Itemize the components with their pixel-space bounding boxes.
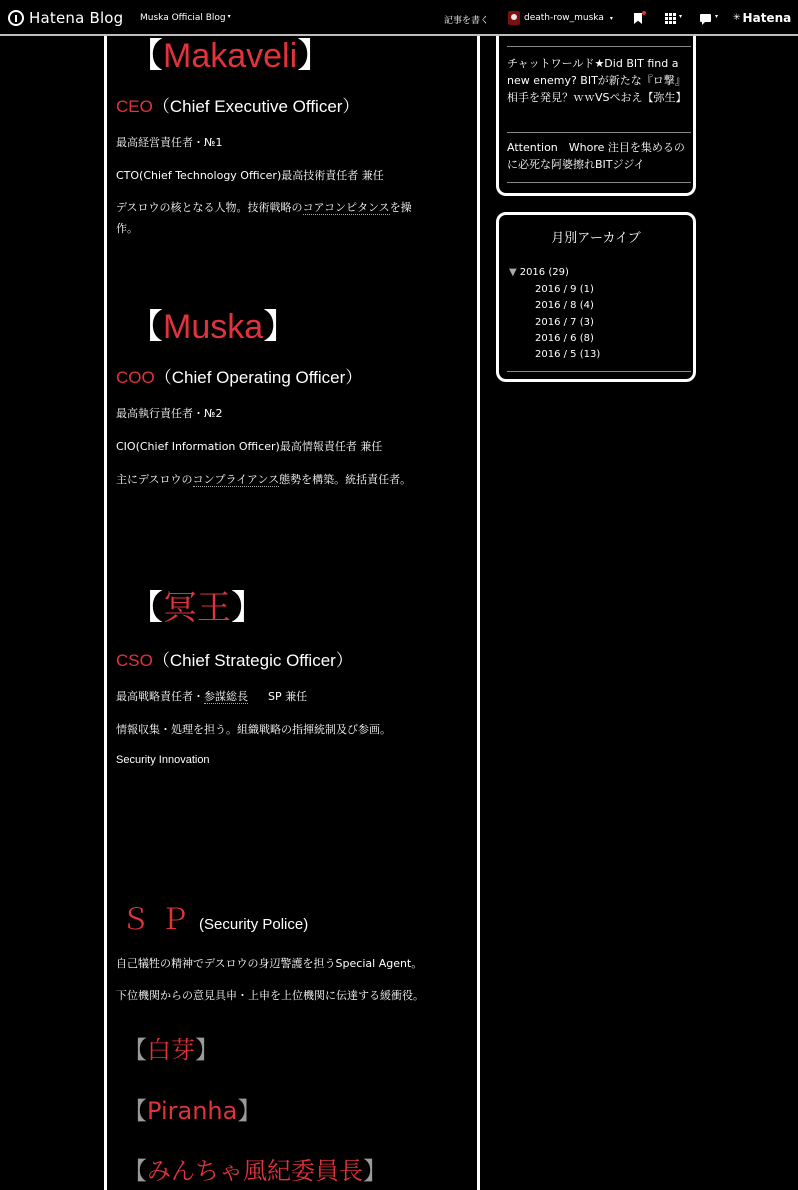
role-abbr: CEO bbox=[116, 97, 153, 116]
hatena-link[interactable] bbox=[733, 11, 791, 25]
month-label: 2016 / 7 bbox=[535, 317, 577, 328]
role-abbr: CSO bbox=[116, 651, 153, 670]
avatar bbox=[508, 11, 520, 25]
archive-year[interactable] bbox=[509, 267, 569, 278]
month-label: 2016 / 9 bbox=[535, 284, 577, 295]
archive-module bbox=[496, 212, 696, 382]
role-heading-ceo bbox=[116, 92, 359, 117]
month-count: (13) bbox=[579, 349, 601, 360]
paragraph: CIO(Chief Information Officer)最高情報責任者 兼任 bbox=[116, 440, 383, 453]
role-full: （Chief Executive Officer） bbox=[152, 97, 360, 116]
hatena-star-icon: ✳ bbox=[733, 13, 741, 23]
bracket-close: 】 bbox=[195, 1036, 219, 1064]
chevron-down-icon: ▾ bbox=[227, 13, 231, 20]
blog-selector[interactable] bbox=[140, 13, 231, 23]
chevron-down-icon: ▾ bbox=[715, 13, 719, 20]
sp-title: ＳＰ bbox=[121, 904, 200, 936]
member-name: Muska bbox=[163, 308, 264, 346]
paragraph: 最高執行責任者・№2 bbox=[116, 407, 223, 420]
username: death-row_muska bbox=[524, 13, 604, 23]
text: デスロウの核となる人物。技術戦略の bbox=[116, 201, 303, 214]
bracket-open: 【 bbox=[123, 1036, 147, 1064]
bracket-open: 【 bbox=[123, 1097, 147, 1125]
role-full: （Chief Strategic Officer） bbox=[152, 651, 353, 670]
paragraph: 下位機関からの意見具申・上申を上位機関に伝達する緩衝役。 bbox=[116, 989, 424, 1002]
divider bbox=[507, 46, 691, 47]
paragraph bbox=[116, 199, 412, 215]
month-count: (1) bbox=[579, 284, 594, 295]
paragraph: 作。 bbox=[116, 222, 138, 235]
chevron-down-icon: ▾ bbox=[679, 13, 683, 20]
recent-entries-module bbox=[496, 20, 696, 196]
bracket-close: 】 bbox=[237, 1097, 262, 1125]
text: を操 bbox=[389, 201, 412, 214]
text: 最高戦略責任者・ bbox=[116, 690, 204, 703]
heading-sp bbox=[121, 897, 308, 938]
bookmark-icon[interactable] bbox=[634, 13, 642, 24]
archive-title: 月別アーカイブ bbox=[551, 231, 641, 246]
bracket-open: 【 bbox=[129, 589, 163, 627]
member-name: Piranha bbox=[147, 1097, 238, 1125]
month-count: (3) bbox=[579, 317, 594, 328]
member-piranha bbox=[123, 1091, 261, 1126]
blog-selector-label: Muska Official Blog bbox=[140, 13, 226, 23]
bracket-open: 【 bbox=[129, 308, 163, 346]
role-heading-cso bbox=[116, 646, 353, 671]
role-full: （Chief Operating Officer） bbox=[154, 368, 363, 387]
paragraph: 情報収集・処理を担う。組織戦略の指揮統制及び参画。 bbox=[116, 723, 391, 736]
sp-subtitle: (Security Police) bbox=[199, 916, 309, 933]
bracket-close: 】 bbox=[263, 308, 298, 346]
heading-meiou bbox=[129, 580, 265, 629]
bracket-close: 】 bbox=[363, 1157, 387, 1185]
divider bbox=[507, 371, 691, 372]
write-post-link[interactable]: 記事を書く bbox=[444, 16, 490, 26]
bracket-close: 】 bbox=[297, 37, 332, 75]
apps-grid-icon[interactable] bbox=[665, 13, 676, 24]
member-name: 冥王 bbox=[163, 589, 231, 627]
paragraph bbox=[116, 688, 307, 704]
chevron-down-icon: ▾ bbox=[609, 14, 613, 22]
role-abbr: COO bbox=[116, 368, 155, 387]
member-name: Makaveli bbox=[163, 37, 298, 75]
divider bbox=[507, 132, 691, 133]
month-label: 2016 / 5 bbox=[535, 349, 577, 360]
paragraph: 自己犠牲の精神でデスロウの身辺警護を担うSpecial Agent。 bbox=[116, 957, 423, 970]
divider bbox=[507, 182, 691, 183]
expand-triangle-icon[interactable]: ▼ bbox=[509, 267, 517, 278]
paragraph: Security Innovation bbox=[116, 754, 210, 766]
notification-dot-icon bbox=[642, 11, 646, 15]
member-shirame bbox=[123, 1030, 219, 1065]
heading-muska bbox=[129, 299, 297, 348]
member-mincha bbox=[123, 1151, 387, 1186]
hatena-logo-icon bbox=[8, 10, 24, 26]
archive-month-link[interactable] bbox=[535, 349, 600, 360]
archive-month-link[interactable] bbox=[535, 317, 594, 328]
bracket-close: 】 bbox=[231, 589, 265, 627]
text: 態勢を構築。統括責任者。 bbox=[279, 473, 412, 486]
user-menu[interactable] bbox=[508, 11, 613, 25]
comment-icon[interactable] bbox=[700, 14, 711, 22]
keyword-link[interactable]: コアコンピタンス bbox=[302, 201, 390, 214]
month-label: 2016 / 6 bbox=[535, 333, 577, 344]
main-content bbox=[104, 0, 480, 1190]
archive-month-link[interactable] bbox=[535, 300, 594, 311]
member-name: みんちゃ風紀委員長 bbox=[147, 1157, 363, 1185]
global-header bbox=[0, 0, 798, 36]
entry-link[interactable]: Attention Whore 注目を集めるのに必死な阿婆擦れBITジジイ bbox=[507, 141, 685, 171]
logo-text: Hatena Blog bbox=[29, 9, 124, 27]
text: SP 兼任 bbox=[268, 690, 308, 703]
paragraph: CTO(Chief Technology Officer)最高技術責任者 兼任 bbox=[116, 169, 384, 182]
keyword-link[interactable]: コンプライアンス bbox=[192, 473, 280, 486]
month-count: (8) bbox=[579, 333, 594, 344]
hatena-blog-logo[interactable] bbox=[8, 9, 123, 27]
member-name: 白芽 bbox=[147, 1036, 195, 1064]
bracket-open: 【 bbox=[123, 1157, 147, 1185]
paragraph bbox=[116, 471, 411, 487]
hatena-label: Hatena bbox=[742, 11, 792, 25]
archive-month-link[interactable] bbox=[535, 333, 594, 344]
month-label: 2016 / 8 bbox=[535, 300, 577, 311]
year-label: 2016 bbox=[519, 267, 546, 278]
role-heading-coo bbox=[116, 363, 362, 388]
month-count: (4) bbox=[579, 300, 594, 311]
text: 主にデスロウの bbox=[116, 473, 193, 486]
archive-month-link[interactable] bbox=[535, 284, 594, 295]
year-count: (29) bbox=[548, 267, 569, 278]
bracket-open: 【 bbox=[129, 37, 163, 75]
entry-link[interactable]: チャットワールド★Did BIT find a new enemy? BITが新たな『ロ撃』相手を発見？ｗｗVSぺおえ【弥生】 bbox=[507, 57, 687, 104]
keyword-link[interactable]: 参謀総長 bbox=[204, 690, 248, 703]
paragraph: 最高経営責任者・№1 bbox=[116, 136, 223, 149]
